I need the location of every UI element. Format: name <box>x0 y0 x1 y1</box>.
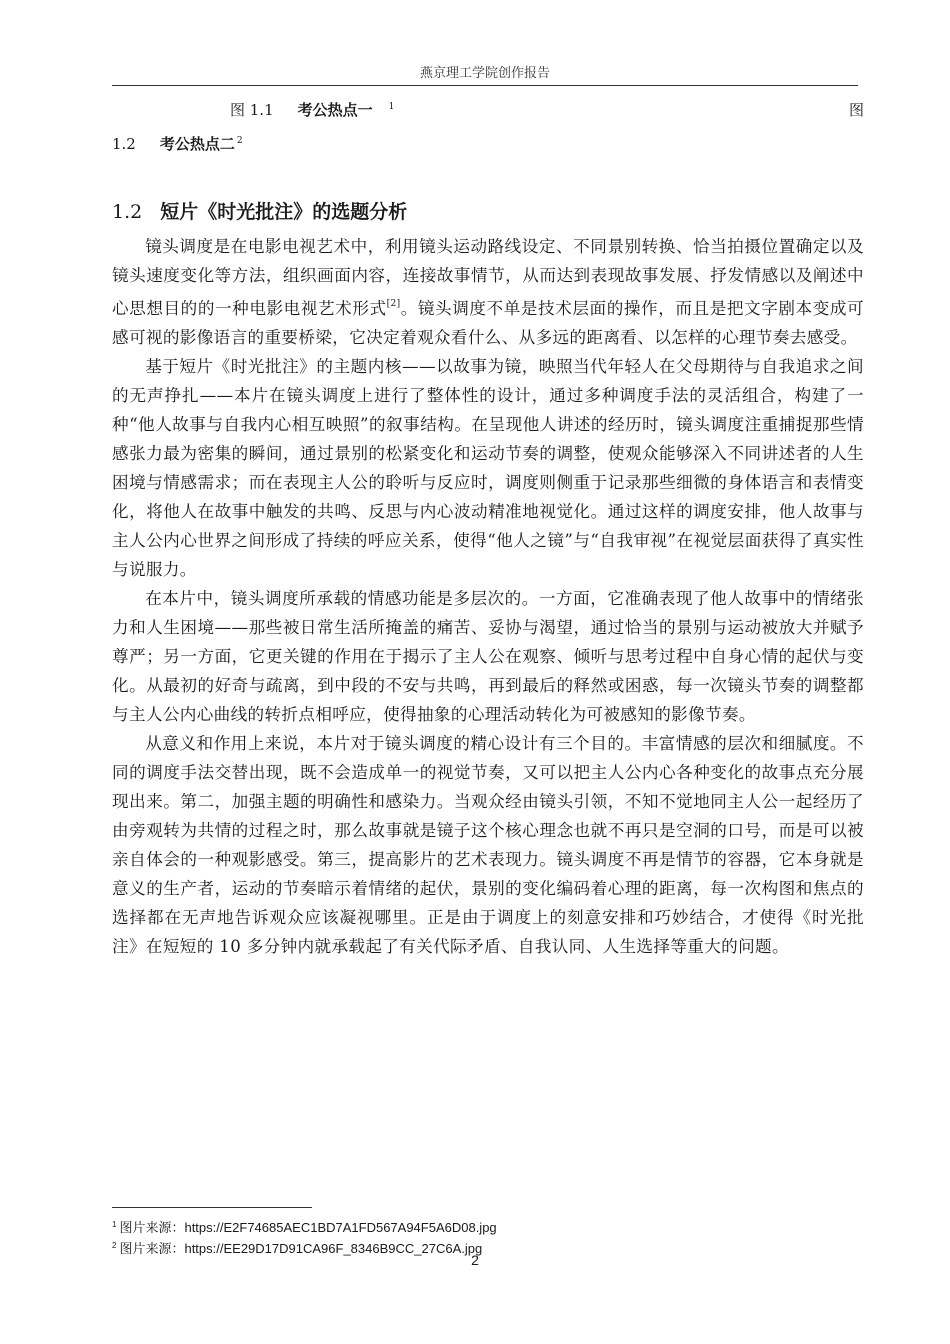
paragraph <box>112 232 864 352</box>
footnote-label: 图片来源： <box>119 1242 185 1257</box>
paragraph-text: 。镜头调度不单是技术层面的操作，而且是把文字剧本变成可感可视的影像语言的重要桥梁，它决定着观众看什么、从多远的距离看、以怎样的心理节奏去感受。 <box>112 299 864 347</box>
footnote-number: 2 <box>112 1241 117 1250</box>
figure-number: 1.2 <box>112 135 136 153</box>
footnote-divider <box>112 1207 312 1208</box>
figure-number-part: 图 <box>848 101 864 119</box>
footnote-number: 1 <box>112 1220 117 1229</box>
section-number: 1.2 <box>112 201 143 223</box>
figure-caption-1 <box>230 99 394 120</box>
paragraph: 从意义和作用上来说，本片对于镜头调度的精心设计有三个目的。丰富情感的层次和细腻度。不同的调度手法交替出现，既不会造成单一的视觉节奏，又可以把主人公内心各种变化的故事点充分展现出来。第二，加强主题的明确性和感染力。当观众经由镜头引领，不知不觉地同主人公一起经历了由旁观转为共情的过程之时，那么故事就是镜子这个核心理念也就不再只是空洞的口号，而是可以被亲自体会的一种观影感受。第三，提高影片的艺术表现力。镜头调度不再是情节的容器，它本身就是意义的生产者，运动的节奏暗示着情绪的起伏，景别的变化编码着心理的距离，每一次构图和焦点的选择都在无声地告诉观众应该凝视哪里。正是由于调度上的刻意安排和巧妙结合，才使得《时光批注》在短短的 10 多分钟内就承载起了有关代际矛盾、自我认同、人生选择等重大的问题。 <box>112 734 864 956</box>
footnote-source[interactable]: https://E2F74685AEC1BD7A1FD567A94F5A6D08.jpg <box>184 1220 497 1235</box>
figure-title: 考公热点一 <box>297 101 373 119</box>
paragraph: 在本片中，镜头调度所承载的情感功能是多层次的。一方面，它准确表现了他人故事中的情绪张力和人生困境——那些被日常生活所掩盖的痛苦、妥协与渴望，通过恰当的景别与运动被放大并赋予尊严；另一方面，它更关键的作用在于揭示了主人公在观察、倾听与思考过程中自身心情的起伏与变化。从最初的好奇与疏离，到中段的不安与共鸣，再到最后的释然或困惑，每一次镜头节奏的调整都与主人公内心曲线的转折点相呼应，使得抽象的心理活动转化为可被感知的影像节奏。 <box>112 589 864 724</box>
paragraph: 基于短片《时光批注》的主题内核——以故事为镜，映照当代年轻人在父母期待与自我追求之间的无声挣扎——本片在镜头调度上进行了整体性的设计，通过多种调度手法的灵活组合，构建了一种“他人故事与自我内心相互映照”的叙事结构。在呈现他人讲述的经历时，镜头调度注重捕捉那些情感张力最为密集的瞬间，通过景别的松紧变化和运动节奏的调整，使观众能够深入不同讲述者的人生困境与情感需求；而在表现主人公的聆听与反应时，调度则侧重于记录那些细微的身体语言和表情变化，将他人在故事中触发的共鸣、反思与内心波动精准地视觉化。通过这样的调度安排，他人故事与主人公内心世界之间形成了持续的呼应关系，使得“他人之镜”与“自我审视”在视觉层面获得了真实性与说服力。 <box>112 357 864 579</box>
body-text <box>112 232 864 961</box>
figure-title: 考公热点二 <box>159 135 235 153</box>
page-header: 燕京理工学院创作报告 <box>419 66 550 81</box>
footnote-label: 图片来源： <box>119 1221 185 1236</box>
section-title: 短片《时光批注》的选题分析 <box>160 201 408 223</box>
footnote-item <box>112 1216 497 1237</box>
header-divider <box>112 85 858 86</box>
footnote-source[interactable]: https://EE29D17D91CA96F_8346B9CC_27C6A.jpg <box>184 1241 483 1256</box>
page-number: 2 <box>471 1252 479 1268</box>
footnote-ref[interactable]: 2 <box>236 136 243 146</box>
citation-ref[interactable]: [2] <box>386 299 401 309</box>
figure-number: 图 1.1 <box>230 101 274 119</box>
figure-caption-2 <box>112 133 243 154</box>
section-heading <box>112 197 407 224</box>
footnote-ref[interactable]: 1 <box>388 102 395 112</box>
figure-caption-line <box>112 99 864 121</box>
paragraph-text: 镜头调度是在电影电视艺术中，利用镜头运动路线设定、不同景别转换、恰当拍摄位置确定以及镜头速度变化等方法，组织画面内容，连接故事情节，从而达到表现故事发展、抒发情感以及阐述中心思想目的的一种电影电视艺术形式 <box>112 237 864 318</box>
